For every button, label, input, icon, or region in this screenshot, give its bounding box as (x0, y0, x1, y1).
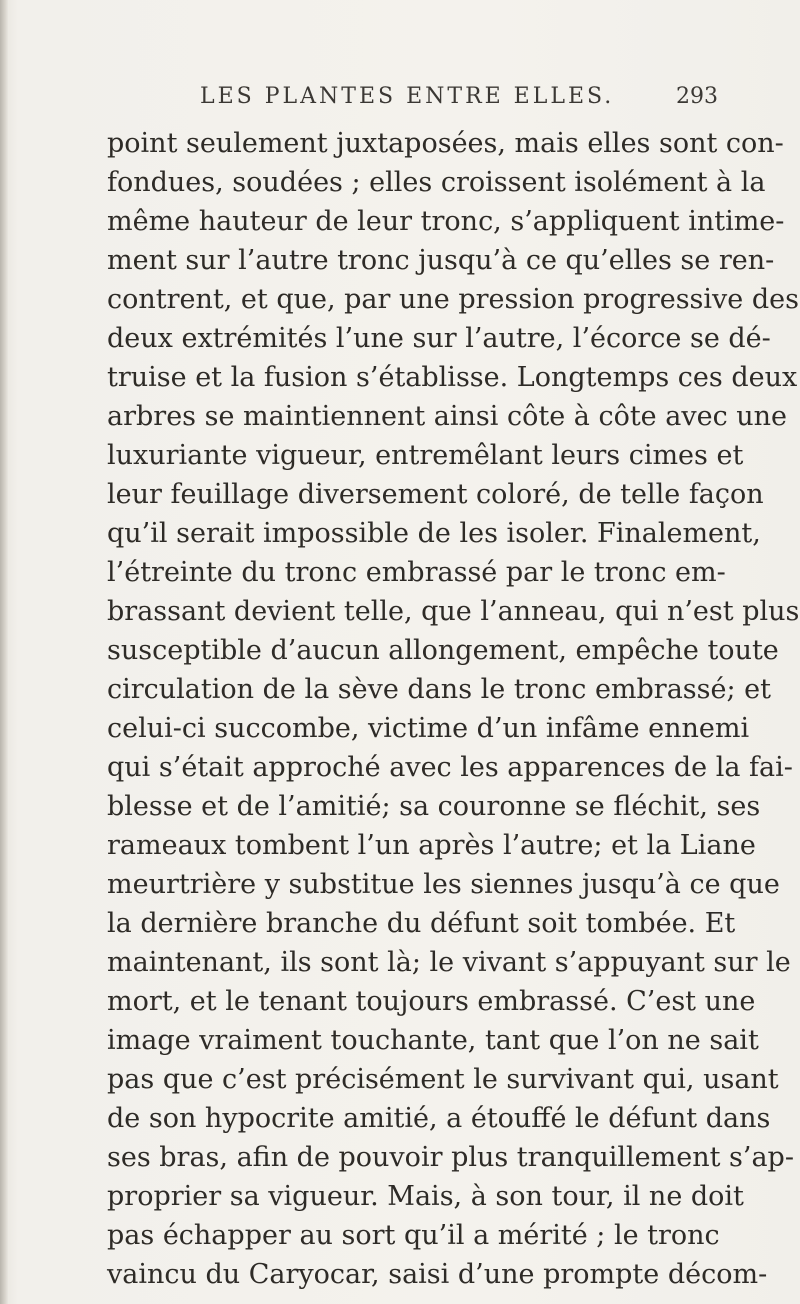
text-line: proprier sa vigueur. Mais, à son tour, il ne doit (107, 1181, 744, 1212)
text-line: fondues, soudées ; elles croissent isolément à la (107, 167, 766, 198)
page-number: 293 (676, 84, 718, 109)
text-line: pas que c’est précisément le survivant qui, usant (107, 1064, 779, 1095)
running-title: LES PLANTES ENTRE ELLES. (200, 84, 615, 109)
text-line: de son hypocrite amitié, a étouffé le défunt dans (107, 1103, 771, 1134)
text-line: ses bras, afin de pouvoir plus tranquillement s’ap- (107, 1142, 794, 1173)
text-line: blesse et de l’amitié; sa couronne se fléchit, ses (107, 791, 761, 822)
text-line: luxuriante vigueur, entremêlant leurs cimes et (107, 440, 744, 471)
text-line: truise et la fusion s’établisse. Longtemps ces deux (107, 362, 798, 393)
text-line: ment sur l’autre tronc jusqu’à ce qu’elles se ren- (107, 245, 775, 276)
page-binding-edge (0, 0, 8, 1304)
text-line: maintenant, ils sont là; le vivant s’appuyant sur le (107, 947, 791, 978)
text-line: susceptible d’aucun allongement, empêche toute (107, 635, 779, 666)
text-line: contrent, et que, par une pression progressive des (107, 284, 799, 315)
text-line: pas échapper au sort qu’il a mérité ; le tronc (107, 1220, 720, 1251)
text-line: même hauteur de leur tronc, s’appliquent intime- (107, 206, 785, 237)
text-line: circulation de la sève dans le tronc embrassé; et (107, 674, 772, 705)
text-line: la dernière branche du défunt soit tombée. Et (107, 908, 736, 939)
text-line: mort, et le tenant toujours embrassé. C’est une (107, 986, 756, 1017)
text-line: leur feuillage diversement coloré, de telle façon (107, 479, 764, 510)
text-line: meurtrière y substitue les siennes jusqu’à ce que (107, 869, 780, 900)
body-text (107, 124, 800, 1294)
text-line: qui s’était approché avec les apparences de la fai- (107, 752, 793, 783)
text-line: image vraiment touchante, tant que l’on ne sait (107, 1025, 759, 1056)
text-line: brassant devient telle, que l’anneau, qui n’est plus (107, 596, 800, 627)
text-line: arbres se maintiennent ainsi côte à côte avec une (107, 401, 788, 432)
text-line: celui-ci succombe, victime d’un infâme ennemi (107, 713, 750, 744)
text-line: rameaux tombent l’un après l’autre; et la Liane (107, 830, 756, 861)
text-line: qu’il serait impossible de les isoler. Finalement, (107, 518, 761, 549)
text-line: deux extrémités l’une sur l’autre, l’écorce se dé- (107, 323, 771, 354)
text-line: l’étreinte du tronc embrassé par le tronc em- (107, 557, 726, 588)
page-header (190, 84, 718, 116)
text-line: point seulement juxtaposées, mais elles sont con- (107, 128, 784, 159)
text-line: vaincu du Caryocar, saisi d’une prompte décom- (107, 1259, 768, 1290)
